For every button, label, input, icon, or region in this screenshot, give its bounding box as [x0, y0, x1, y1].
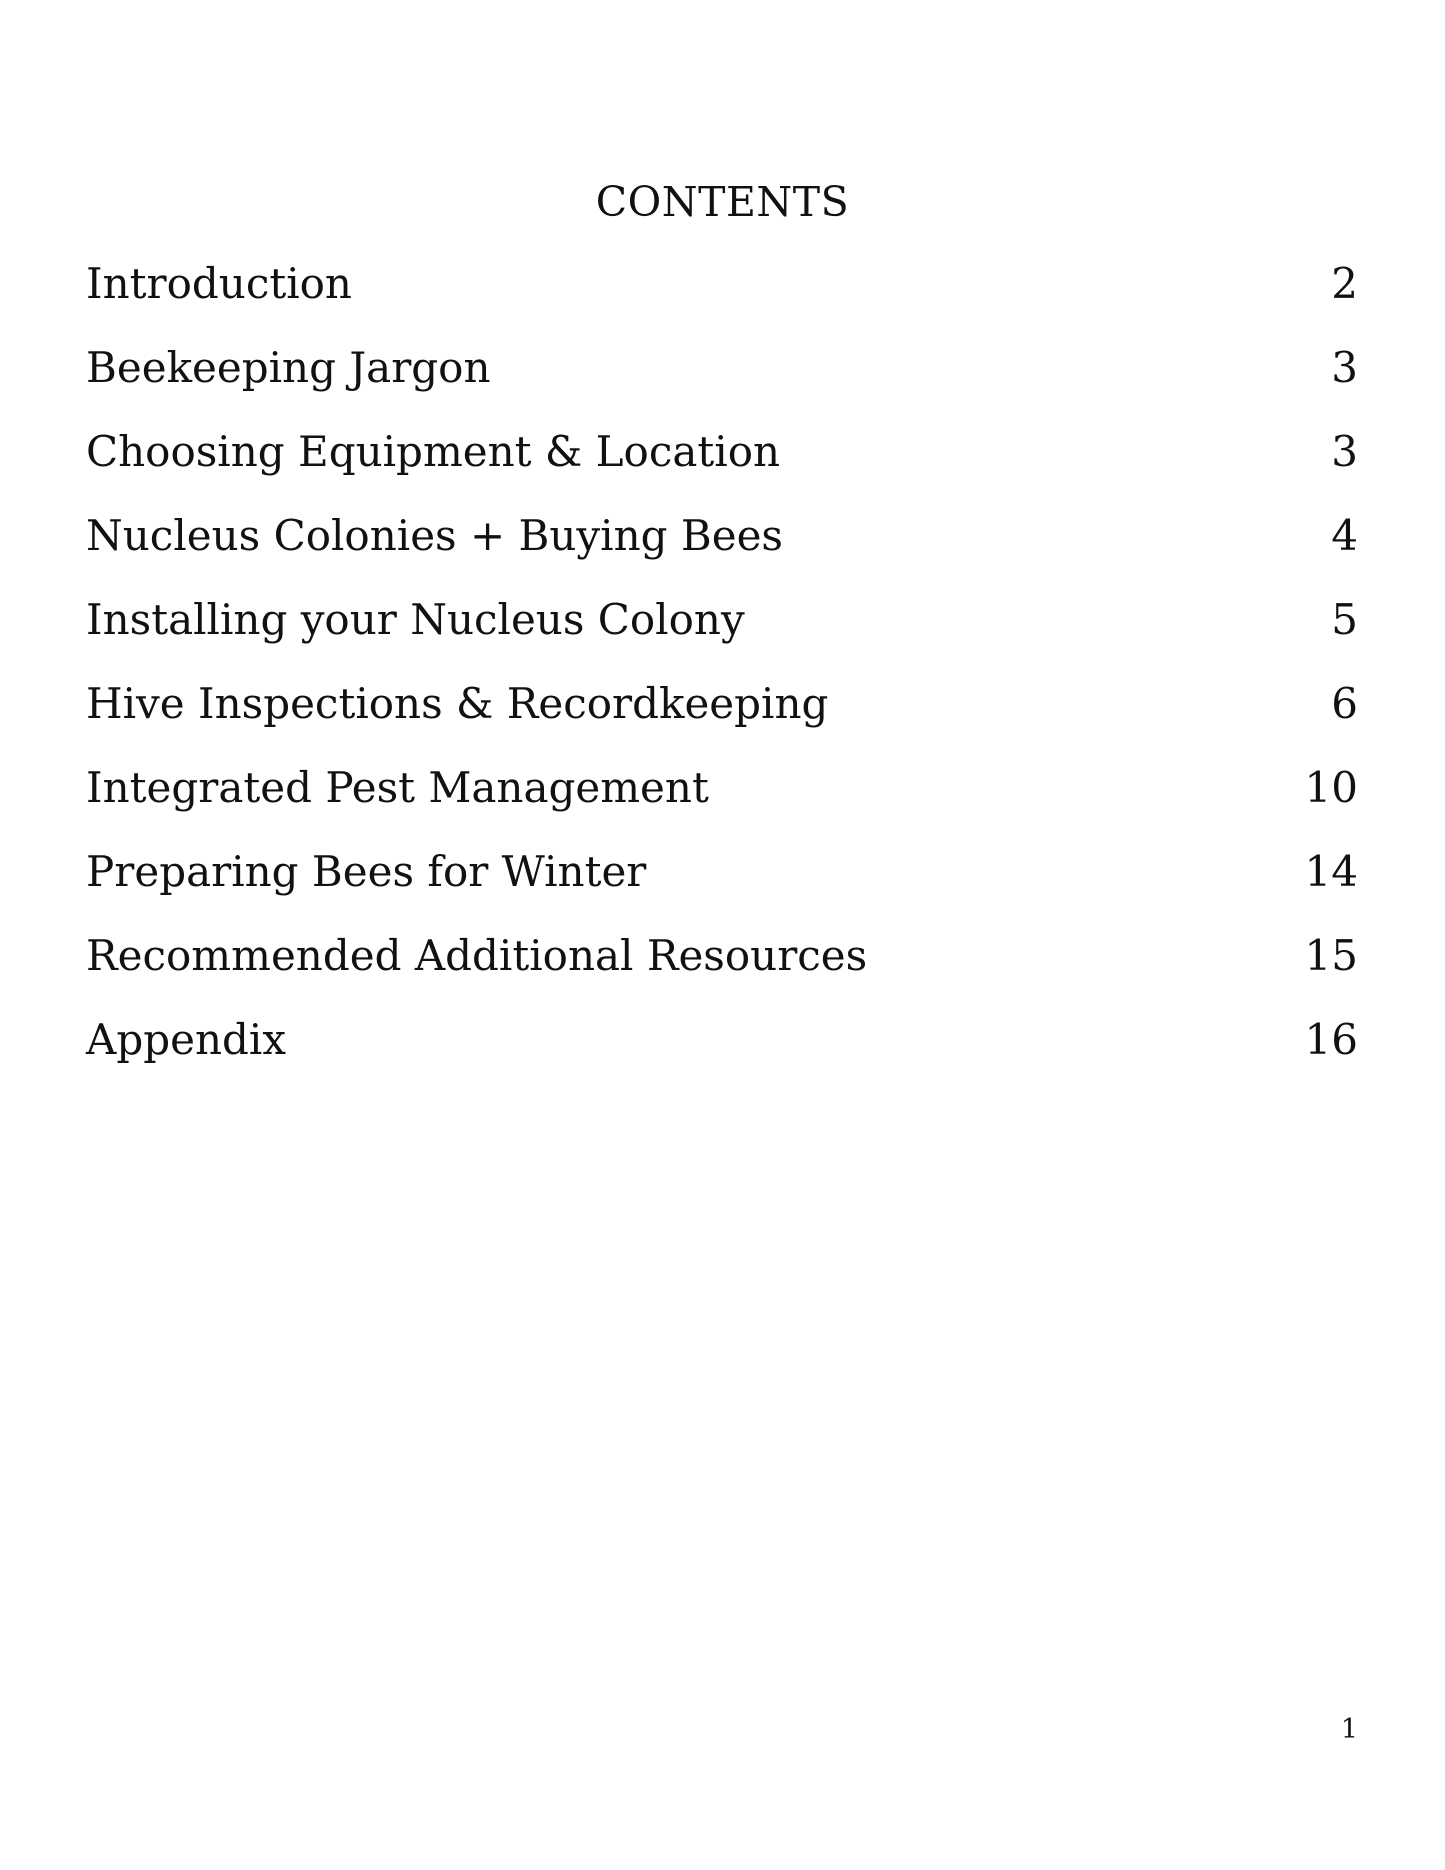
toc-entry-page: 4: [1331, 511, 1358, 560]
table-of-contents: [86, 257, 1358, 1097]
toc-entry-page: 3: [1331, 343, 1358, 392]
toc-entry-title: Introduction: [86, 259, 352, 308]
toc-entry-title: Beekeeping Jargon: [86, 343, 491, 392]
toc-entry: [86, 257, 1358, 341]
toc-entry: [86, 929, 1358, 1013]
toc-entry-title: Choosing Equipment & Location: [86, 427, 781, 476]
toc-entry-page: 14: [1304, 847, 1358, 896]
toc-entry: [86, 1013, 1358, 1097]
toc-entry-title: Integrated Pest Management: [86, 763, 709, 812]
toc-entry-page: 6: [1331, 679, 1358, 728]
toc-entry-title: Nucleus Colonies + Buying Bees: [86, 511, 783, 560]
toc-entry: [86, 761, 1358, 845]
toc-entry: [86, 593, 1358, 677]
contents-heading: CONTENTS: [595, 178, 850, 226]
toc-entry-title: Hive Inspections & Recordkeeping: [86, 679, 829, 728]
toc-entry-title: Appendix: [86, 1015, 287, 1064]
toc-entry-title: Recommended Additional Resources: [86, 931, 868, 980]
toc-entry-page: 15: [1304, 931, 1358, 980]
toc-entry: [86, 509, 1358, 593]
toc-entry: [86, 845, 1358, 929]
toc-entry-title: Preparing Bees for Winter: [86, 847, 647, 896]
toc-entry-page: 5: [1331, 595, 1358, 644]
toc-entry-title: Installing your Nucleus Colony: [86, 595, 745, 644]
toc-entry-page: 2: [1331, 259, 1358, 308]
page-number: 1: [1340, 1714, 1358, 1745]
toc-entry-page: 10: [1304, 763, 1358, 812]
toc-entry: [86, 677, 1358, 761]
toc-entry-page: 16: [1304, 1015, 1358, 1064]
toc-entry-page: 3: [1331, 427, 1358, 476]
toc-entry: [86, 341, 1358, 425]
toc-entry: [86, 425, 1358, 509]
